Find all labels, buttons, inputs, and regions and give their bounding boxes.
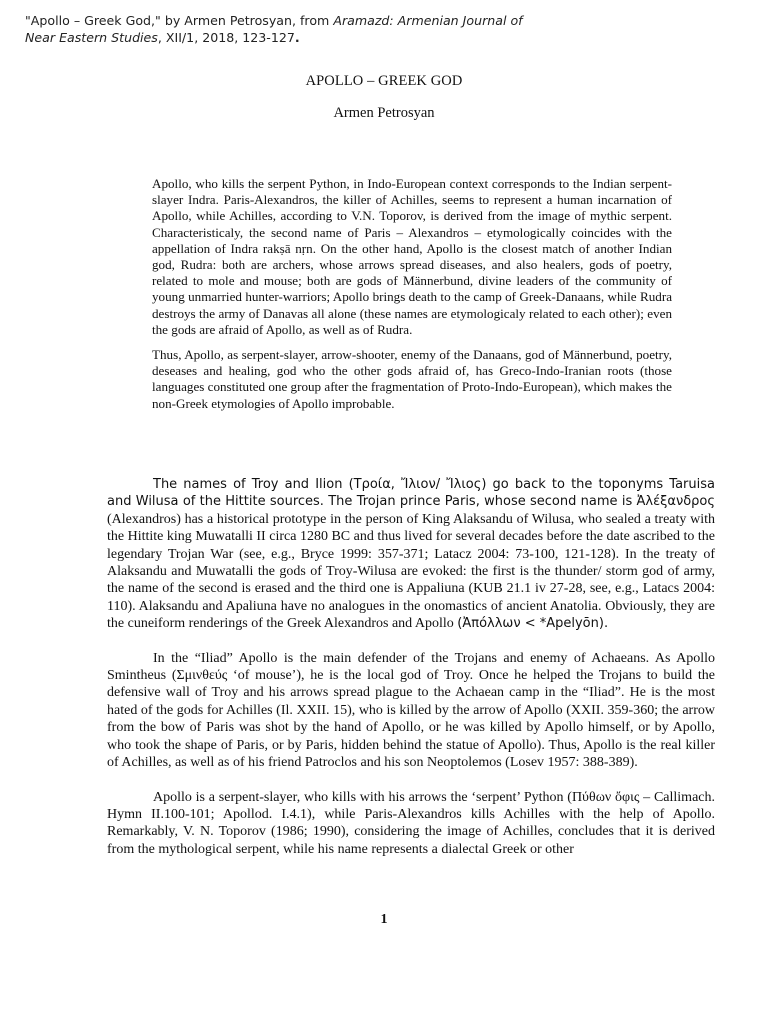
citation-journal: Aramazd: Armenian Journal of Near Eastern Studies	[25, 13, 523, 45]
citation-header	[25, 12, 545, 46]
body-paragraph-1-part-c: (Ἀπόλλων < *Apelyōn).	[457, 616, 609, 632]
body-paragraph	[107, 476, 715, 633]
citation-volume: , XII/1, 2018, 123-127	[157, 30, 295, 45]
body-paragraph: Apollo is a serpent-slayer, who kills with his arrows the ‘serpent’ Python (Πύθων ὄφις – Callimach. Hymn II.100-101; Apollod. I.4.1), while Paris-Alexandros kills Achilles with the help of Apollo. Remarkably, V. N. Toporov (1986; 1990), considering the image of Achilles, concludes that it is derived from the mythological serpent, while his name represents a dialectal Greek or other	[107, 789, 715, 857]
body-paragraph-1-part-a: The names of Troy and Ilion (Τροία, Ἴλιον/ Ἴλιος) go back to the toponyms Taruisa and Wilusa of the Hittite sources. The Trojan prince Paris, whose second name is Ἀλέξανδρος	[107, 477, 715, 510]
article-title: APOLLO – GREEK GOD	[305, 73, 463, 89]
body-paragraph: In the “Iliad” Apollo is the main defender of the Trojans and enemy of Achaeans. As Apollo Smintheus (Σμινθεύς ‘of mouse’), he is the local god of Troy. Once he helped the Trojans to build the defensive wall of Troy and his arrows spread plague to the Achaean camp in the “Iliad”. He is the most hated of the gods for Achilles (Il. XXII. 15), who is killed by the arrow of Apollo (XXII. 359-360; the arrow from the bow of Paris was shot by the hand of Apollo, or he was killed by Apollo himself, or by Apollo, who took the shape of Paris, or by Paris, hidden behind the statue of Apollo). Thus, Apollo is the real killer of Achilles, as well as of his friend Patroclos and his son Neoptolemos (Losev 1957: 388-389).	[107, 650, 715, 771]
article-author: Armen Petrosyan	[333, 105, 435, 121]
page-number: 1	[380, 912, 388, 927]
abstract-paragraph: Apollo, who kills the serpent Python, in Indo-European context corresponds to the Indian serpent-slayer Indra. Paris-Alexandros, the killer of Achilles, seems to represent a human incarnation of Apollo, while Achilles, according to V.N. Toporov, is derived from the image of mythic serpent. Characteristicaly, the second name of Paris – Alexandros – etymologically coincides with the appellation of Indra rakṣā nṛn. On the other hand, Apollo is the closest match of another Indian god, Rudra: both are archers, whose arrows spread diseases, and also healers, gods of poetry, related to mole and mouse; both are gods of Männerbund, divine leaders of the community of young unmarried hunter-warriors; Apollo brings death to the camp of Greek-Danaans, while Rudra destroys the army of Danavas all alone (these names are etymologicaly related to each other); even the gods are afraid of Apollo, as well as of Rudra.	[152, 176, 672, 337]
body-paragraph-1-part-b: (Alexandros) has a historical prototype in the person of King Alaksandu of Wilusa, who sealed a treaty with the Hittite king Muwatalli II circa 1280 BC and thus lived for several decades before the date ascribed to the legendary Trojan War (see, e.g., Bryce 1999: 357-371; Latacz 2004: 73-100, 121-128). In the treaty of Alaksandu and Muwatalli the gods of Troy-Wilusa are evoked: the first is the thunder/ storm god of army, the name of the second is erased and the third one is Appaliuna (KUB 21.1 iv 27-28, see, e.g., Latacs 2004: 110). Alaksandu and Apaliuna have no analogues in the onomastics of ancient Anatolia. Obviously, they are the cuneiform renderings of the Greek Alexandros and Apollo	[107, 511, 715, 632]
citation-prefix: "Apollo – Greek God," by Armen Petrosyan, from	[25, 13, 330, 28]
abstract-paragraph: Thus, Apollo, as serpent-slayer, arrow-shooter, enemy of the Danaans, god of Männerbund, poetry, deseases and healing, god who the other gods afraid of, has Greco-Indo-Iranian roots (those languages constituted one group after the fragmentation of Proto-Indo-European), which makes the non-Greek etymologies of Apollo improbable.	[152, 347, 672, 411]
abstract	[152, 176, 672, 421]
citation-end: .	[294, 30, 300, 45]
body-text	[107, 476, 715, 875]
